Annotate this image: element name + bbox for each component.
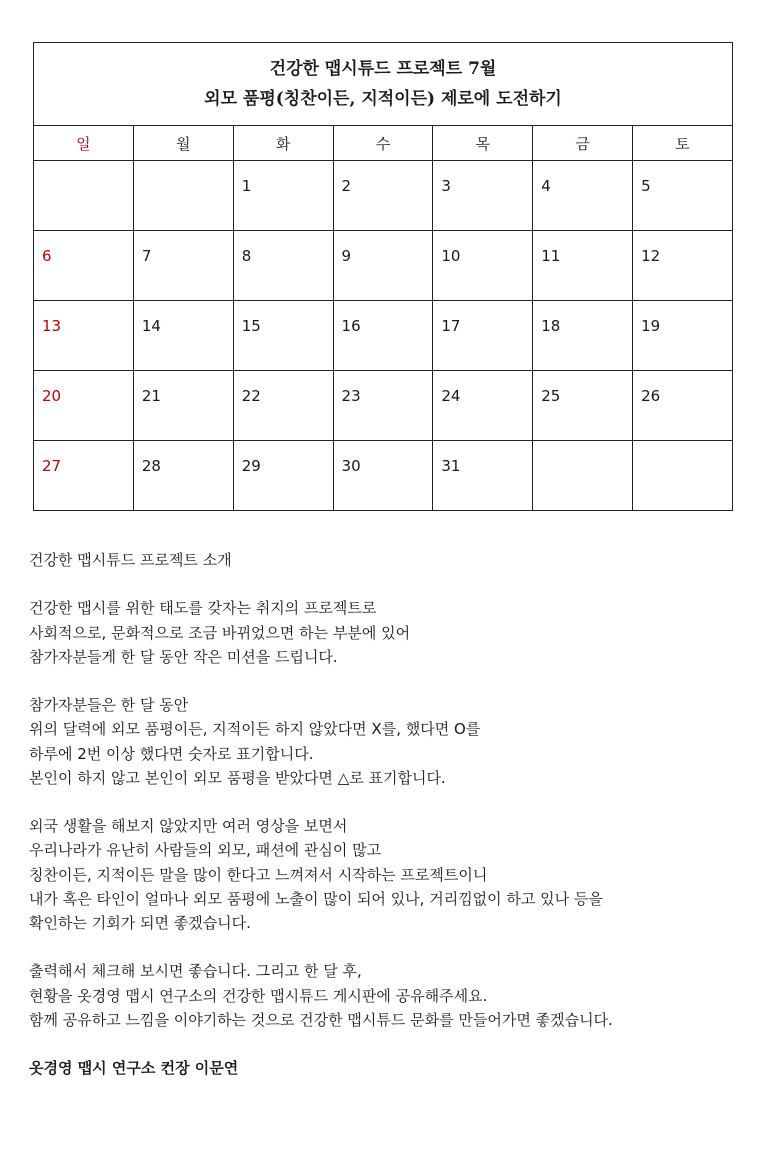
day-cell [233,231,333,301]
day-cell [233,441,333,511]
day-cell [633,371,733,441]
day-number: 4 [541,177,551,195]
text-line: 사회적으로, 문화적으로 조금 바뀌었으면 하는 부분에 있어 [29,623,411,642]
day-cell [34,161,134,231]
day-number [633,441,732,457]
day-number: 6 [42,247,52,265]
day-number [34,161,133,177]
day-cell [233,371,333,441]
signature [29,1056,749,1080]
day-number: 13 [42,317,62,335]
day-cell [433,161,533,231]
text-line: 위의 달력에 외모 품평이든, 지적이든 하지 않았다면 X를, 했다면 O를 [29,720,481,739]
weekday-friday: 금 [533,126,633,161]
weekday-header-row [34,126,733,161]
text-line: 외국 생활을 해보지 않았지만 여러 영상을 보면서 [29,817,348,836]
day-number: 30 [341,457,361,475]
day-number: 29 [241,457,261,475]
calendar-table [33,42,733,511]
intro-heading [29,548,749,572]
day-cell [433,441,533,511]
day-number: 10 [441,247,461,265]
day-cell [333,371,433,441]
day-cell [133,231,233,301]
project-intro [29,548,749,1080]
intro-paragraph-2 [29,693,749,790]
day-number: 5 [641,177,651,195]
text-line: 건강한 맵시를 위한 태도를 갖자는 취지의 프로젝트로 [29,599,377,618]
text-line: 칭찬이든, 지적이든 말을 많이 한다고 느껴져서 시작하는 프로젝트이니 [29,865,488,884]
day-number: 24 [441,387,461,405]
day-number: 31 [441,457,461,475]
weekday-saturday: 토 [633,126,733,161]
day-cell [533,371,633,441]
day-cell [133,161,233,231]
day-cell [34,371,134,441]
day-number: 7 [141,247,152,265]
day-cell [333,231,433,301]
day-number: 15 [241,317,261,335]
week-row-4 [34,371,733,441]
day-cell [333,441,433,511]
day-number [134,161,233,177]
text-line: 참가자분들은 한 달 동안 [29,696,189,715]
weekday-tuesday: 화 [233,126,333,161]
day-cell [133,371,233,441]
day-cell [533,301,633,371]
day-number: 27 [42,457,62,475]
day-cell [34,441,134,511]
text-line: 출력해서 체크해 보시면 좋습니다. 그리고 한 달 후, [29,962,362,981]
week-row-2 [34,231,733,301]
day-cell [433,371,533,441]
day-cell [233,161,333,231]
text-line: 확인하는 기회가 되면 좋겠습니다. [29,914,251,932]
day-number: 11 [541,247,561,265]
day-number: 20 [42,387,62,405]
day-number: 12 [641,247,661,265]
text-line: 함께 공유하고 느낌을 이야기하는 것으로 건강한 맵시튜드 문화를 만들어가면 좋겠습니다. [29,1010,613,1029]
weekday-sunday: 일 [34,126,134,161]
day-cell [433,231,533,301]
week-row-3 [34,301,733,371]
day-cell [633,231,733,301]
day-number: 28 [141,457,161,475]
weekday-monday: 월 [133,126,233,161]
day-number: 1 [241,177,252,195]
intro-paragraph-3 [29,814,749,935]
day-cell [34,231,134,301]
text-line: 참가자분들게 한 달 동안 작은 미션을 드립니다. [29,647,338,666]
text-line: 내가 혹은 타인이 얼마나 외모 품평에 노출이 많이 되어 있나, 거리낌없이 하고 있나 등을 [29,889,603,908]
day-cell [633,161,733,231]
weekday-thursday: 목 [433,126,533,161]
day-cell [633,301,733,371]
day-number: 3 [441,177,451,195]
day-number: 23 [341,387,361,405]
day-cell [34,301,134,371]
day-number: 22 [241,387,261,405]
day-cell [533,441,633,511]
calendar-title-line-1: 건강한 맵시튜드 프로젝트 7월 [269,59,497,79]
calendar-title [34,43,733,126]
day-cell [533,231,633,301]
day-number: 21 [141,387,161,405]
week-row-5 [34,441,733,511]
intro-paragraph-4 [29,959,749,1032]
calendar-title-line-2: 외모 품평(칭찬이든, 지적이든) 제로에 도전하기 [204,89,562,109]
weekday-wednesday: 수 [333,126,433,161]
day-cell [333,301,433,371]
day-number: 14 [141,317,161,335]
text-line: 우리나라가 유난히 사람들의 외모, 패션에 관심이 많고 [29,841,382,860]
intro-heading-text: 건강한 맵시튜드 프로젝트 소개 [29,551,232,569]
day-number: 19 [641,317,661,335]
day-cell [233,301,333,371]
day-cell [633,441,733,511]
day-cell [133,301,233,371]
day-number: 16 [341,317,361,335]
day-cell [133,441,233,511]
day-number [533,441,632,457]
day-cell [533,161,633,231]
day-number: 2 [341,177,352,195]
day-cell [433,301,533,371]
day-number: 17 [441,317,461,335]
day-number: 25 [541,387,561,405]
text-line: 현황을 옷경영 맵시 연구소의 건강한 맵시튜드 게시판에 공유해주세요. [29,986,488,1005]
text-line: 본인이 하지 않고 본인이 외모 품평을 받았다면 △로 표기합니다. [29,768,446,787]
day-number: 26 [641,387,661,405]
text-line: 하루에 2번 이상 했다면 숫자로 표기합니다. [29,744,314,763]
intro-paragraph-1 [29,596,749,669]
signature-text: 옷경영 맵시 연구소 컨장 이문연 [29,1059,239,1078]
day-number: 8 [241,247,252,265]
day-number: 9 [341,247,352,265]
day-cell [333,161,433,231]
week-row-1 [34,161,733,231]
day-number: 18 [541,317,561,335]
